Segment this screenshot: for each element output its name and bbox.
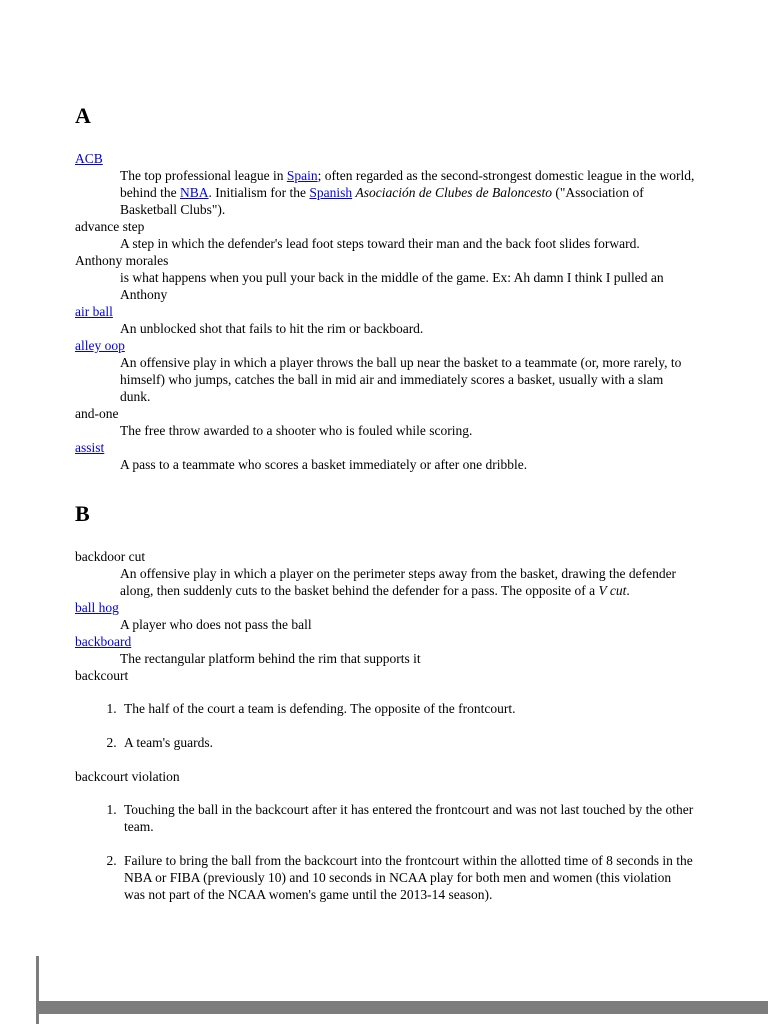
inline-link[interactable]: Spain (286, 168, 318, 183)
term-link[interactable]: alley oop (75, 338, 125, 353)
definition (120, 269, 695, 303)
term-line (75, 252, 695, 269)
list-item: 1. Touching the ball in the backcourt after it has entered the frontcourt and was not last touched by the other team. (120, 801, 695, 835)
term-link[interactable]: air ball (75, 304, 113, 319)
glossary-entry (75, 599, 695, 633)
term-line (75, 337, 695, 354)
definition-text: The rectangular platform behind the rim that supports it (120, 651, 421, 666)
italic-text: V cut (598, 583, 627, 598)
term-text: backcourt violation (75, 769, 180, 784)
definition-text: ; often regarded as the second-strongest domestic league in the world, behind the (120, 168, 695, 200)
glossary-entry (75, 548, 695, 599)
numbered-definition-list (75, 801, 695, 903)
glossary-entry (75, 633, 695, 667)
term-line (75, 303, 695, 320)
definition (120, 422, 695, 439)
definition (120, 650, 695, 667)
definition (120, 235, 695, 252)
definition (120, 456, 695, 473)
definition-text: An offensive play in which a player on the perimeter steps away from the basket, drawing the defender along, then suddenly cuts to the basket behind the defender for a pass. The opposite of a (120, 566, 677, 598)
glossary-entry (75, 439, 695, 473)
glossary-entry (75, 218, 695, 252)
term-line (75, 599, 695, 616)
term-line (75, 667, 695, 684)
term-line (75, 548, 695, 565)
glossary-entry (75, 150, 695, 218)
term-text: backdoor cut (75, 549, 146, 564)
section-heading: A (75, 103, 91, 128)
glossary-entry (75, 337, 695, 405)
term-line (75, 768, 695, 785)
definition-text: A step in which the defender's lead foot steps toward their man and the back foot slides forward. (120, 236, 640, 251)
definition-text: The free throw awarded to a shooter who is fouled while scoring. (120, 423, 473, 438)
definition-text: An unblocked shot that fails to hit the rim or backboard. (120, 321, 424, 336)
term-line (75, 218, 695, 235)
inline-link[interactable]: NBA (180, 185, 209, 200)
inline-link[interactable]: Spanish (309, 185, 353, 200)
definition (120, 320, 695, 337)
page-break-gap (36, 1001, 768, 1014)
glossary-entry (75, 303, 695, 337)
definition (120, 565, 695, 599)
glossary-entry (75, 405, 695, 439)
definition-text: is what happens when you pull your back in the middle of the game. Ex: Ah damn I think I pulled an Anthony (120, 270, 664, 302)
list-item: 2. Failure to bring the ball from the backcourt into the frontcourt within the allotted time of 8 seconds in the NBA or FIBA (previously 10) and 10 seconds in NCAA play for both men and women (this violation was not part of the NCAA women's game until the 2013-14 season). (120, 852, 695, 903)
definition-text: A pass to a teammate who scores a basket immediately or after one dribble. (120, 457, 528, 472)
term-link[interactable]: backboard (75, 634, 132, 649)
term-text: backcourt (75, 668, 129, 683)
term-line (75, 405, 695, 422)
section-heading: B (75, 501, 90, 526)
definition-text: ("Association of Basketball Clubs"). (120, 185, 644, 217)
term-text: and-one (75, 406, 119, 421)
definition (120, 616, 695, 633)
term-link[interactable]: ACB (75, 151, 103, 166)
definition-text: The top professional league in (120, 168, 287, 183)
term-line (75, 439, 695, 456)
numbered-definition-list (75, 700, 695, 751)
term-line (75, 633, 695, 650)
glossary-entry (75, 667, 695, 751)
definition-text: . (626, 583, 630, 598)
definition-text: An offensive play in which a player throws the ball up near the basket to a teammate (or, more rarely, to himself) who jumps, catches the ball in mid air and immediately scores a basket, usually with a slam dunk. (120, 355, 682, 404)
term-text: advance step (75, 219, 145, 234)
term-link[interactable]: assist (75, 440, 105, 455)
glossary-entry (75, 252, 695, 303)
glossary-section-a (75, 103, 695, 473)
italic-text: Asociación de Clubes de Baloncesto (355, 185, 552, 200)
definition (120, 167, 695, 218)
term-line (75, 150, 695, 167)
definition-text: . Initialism for the (208, 185, 310, 200)
definition-text: A player who does not pass the ball (120, 617, 312, 632)
term-link[interactable]: ball hog (75, 600, 119, 615)
list-item: 1. The half of the court a team is defending. The opposite of the frontcourt. (120, 700, 695, 717)
definition (120, 354, 695, 405)
list-item: 2. A team's guards. (120, 734, 695, 751)
glossary-section-b (75, 501, 695, 903)
term-text: Anthony morales (75, 253, 169, 268)
glossary-entry (75, 768, 695, 903)
